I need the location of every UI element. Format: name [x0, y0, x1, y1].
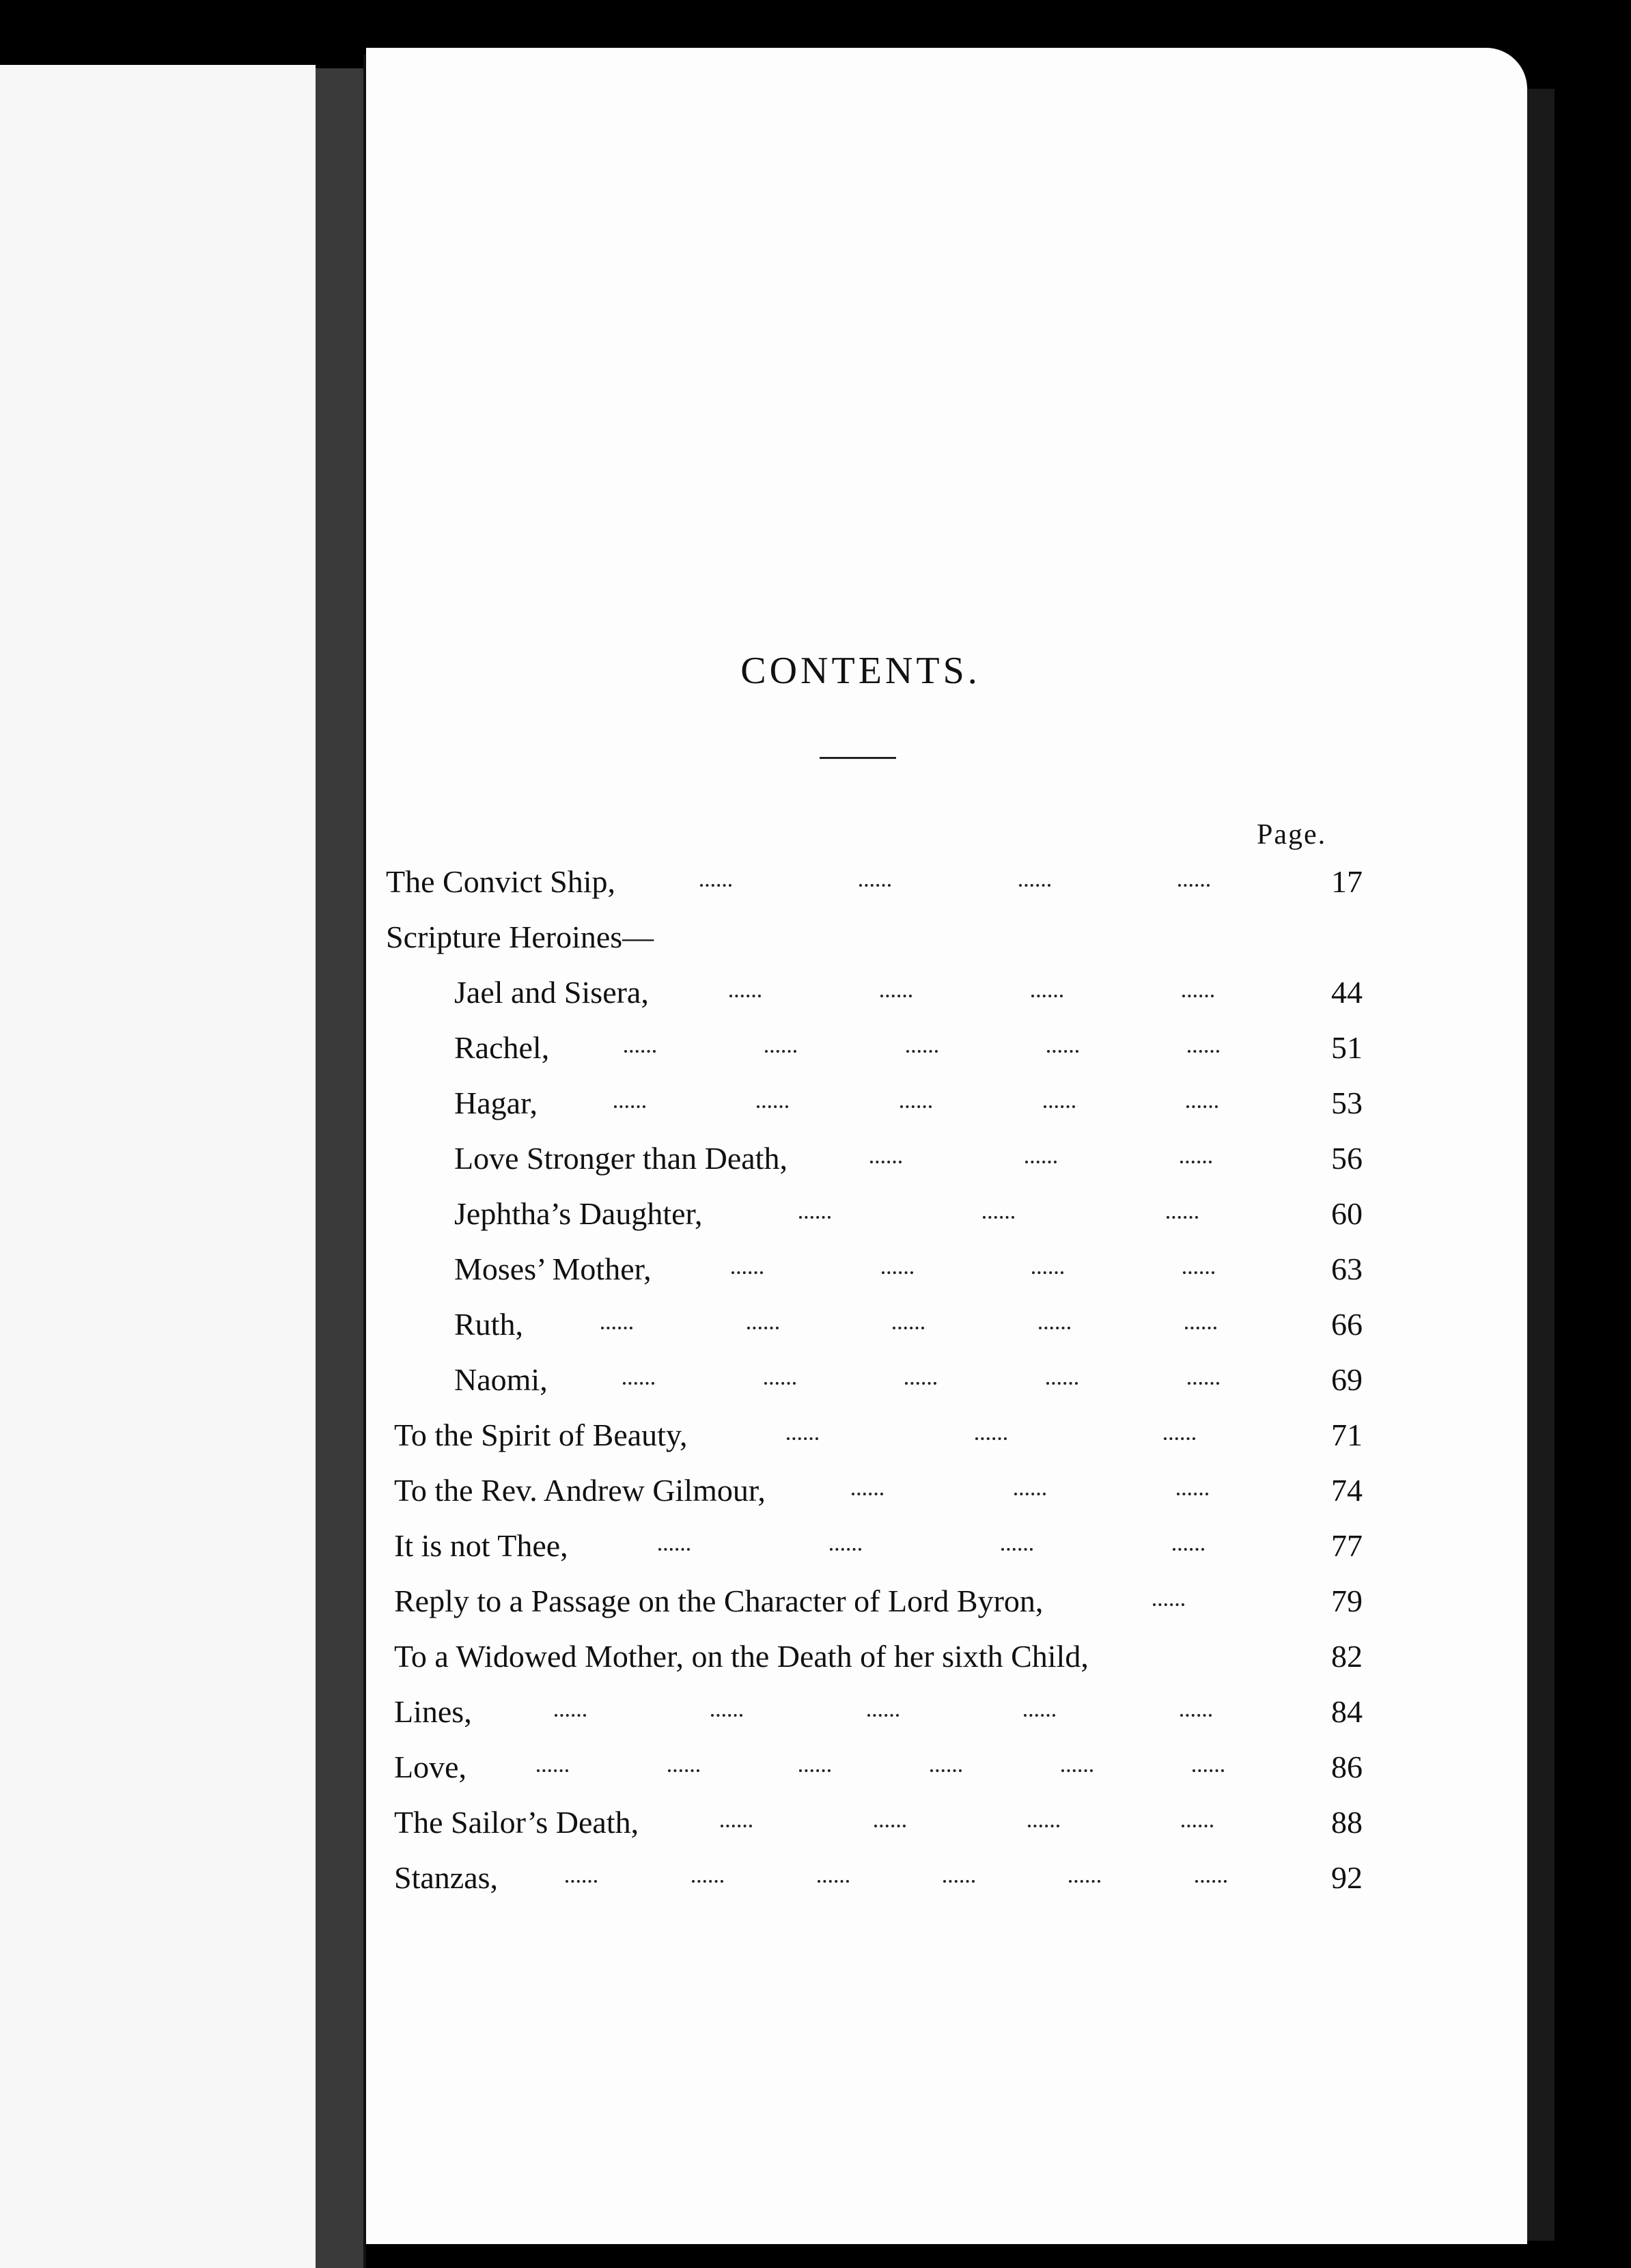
toc-entry-title: Naomi,: [454, 1362, 548, 1397]
toc-entry-title: Jael and Sisera,: [454, 975, 649, 1010]
leader-dots: [808, 1152, 1274, 1165]
toc-entry-title: To the Spirit of Beauty,: [394, 1418, 688, 1452]
toc-entry: [386, 1795, 1363, 1850]
toc-entry-page: 74: [1331, 1473, 1363, 1508]
toc-entry: [386, 1684, 1363, 1739]
toc-entry-page: 56: [1331, 1141, 1363, 1176]
toc-entry-page: 51: [1331, 1030, 1363, 1065]
leader-dots: [589, 1539, 1274, 1553]
leader-dots: [723, 1207, 1274, 1221]
toc-entry-title: Jephtha’s Daughter,: [454, 1196, 703, 1231]
leader-dots: [558, 1096, 1274, 1110]
table-of-contents: [386, 854, 1363, 1905]
leader-dots: [1109, 1650, 1274, 1663]
toc-entry-page: 63: [1331, 1251, 1363, 1286]
toc-entry-title: Love,: [394, 1750, 467, 1784]
toc-entry-page: 71: [1331, 1418, 1363, 1452]
left-facing-page: [0, 65, 316, 2268]
heading-rule: [820, 757, 896, 759]
toc-entry: [386, 1297, 1363, 1352]
toc-entry-title: Scripture Heroines—: [386, 919, 654, 954]
toc-entry: [386, 854, 1363, 909]
toc-entry-title: Moses’ Mother,: [454, 1251, 652, 1286]
leader-dots: [1063, 1594, 1274, 1608]
toc-entry-page: 84: [1331, 1694, 1363, 1729]
toc-entry: [386, 1131, 1363, 1186]
leader-dots: [492, 1705, 1274, 1719]
book-gutter: [316, 68, 363, 2268]
leader-dots: [518, 1871, 1274, 1885]
toc-entry-page: 69: [1331, 1362, 1363, 1397]
toc-entry-page: 92: [1331, 1860, 1363, 1895]
toc-entry-title: Lines,: [394, 1694, 472, 1729]
toc-group-heading: [386, 909, 1363, 965]
toc-entry: [386, 965, 1363, 1020]
toc-entry-title: The Sailor’s Death,: [394, 1805, 639, 1840]
toc-entry: [386, 1020, 1363, 1075]
toc-entry: [386, 1518, 1363, 1573]
leader-dots: [568, 1373, 1274, 1387]
toc-entry-page: 44: [1331, 975, 1363, 1010]
toc-entry-title: To a Widowed Mother, on the Death of her sixth Child,: [394, 1639, 1089, 1674]
toc-entry-page: 66: [1331, 1307, 1363, 1342]
toc-entry-page: 82: [1331, 1639, 1363, 1674]
leader-dots: [669, 986, 1274, 999]
toc-entry: [386, 1241, 1363, 1297]
toc-entry-title: It is not Thee,: [394, 1528, 568, 1563]
toc-entry-page: 86: [1331, 1750, 1363, 1784]
leader-dots: [636, 875, 1274, 889]
toc-entry: [386, 1629, 1363, 1684]
leader-dots: [487, 1760, 1274, 1774]
leader-dots: [708, 1428, 1274, 1442]
leader-dots: [786, 1484, 1274, 1497]
toc-entry-title: Reply to a Passage on the Character of Lord Byron,: [394, 1584, 1044, 1618]
toc-entry-page: 17: [1331, 864, 1363, 899]
leader-dots: [570, 1041, 1274, 1055]
toc-entry-page: 79: [1331, 1584, 1363, 1618]
toc-entry: [386, 1573, 1363, 1629]
toc-entry-page: 53: [1331, 1085, 1363, 1120]
leader-dots: [544, 1318, 1274, 1331]
toc-entry-page: 60: [1331, 1196, 1363, 1231]
toc-entry-title: The Convict Ship,: [386, 864, 616, 899]
leader-dots: [672, 1262, 1274, 1276]
toc-entry-title: Hagar,: [454, 1085, 538, 1120]
toc-entry-title: Rachel,: [454, 1030, 550, 1065]
contents-heading: CONTENTS.: [740, 650, 981, 692]
toc-entry: [386, 1352, 1363, 1407]
toc-entry: [386, 1850, 1363, 1905]
toc-entry: [386, 1739, 1363, 1795]
toc-entry-title: Ruth,: [454, 1307, 523, 1342]
toc-entry-page: 77: [1331, 1528, 1363, 1563]
toc-entry: [386, 1075, 1363, 1131]
toc-entry: [386, 1186, 1363, 1241]
toc-entry-title: Love Stronger than Death,: [454, 1141, 787, 1176]
toc-entry: [386, 1463, 1363, 1518]
toc-entry-title: To the Rev. Andrew Gilmour,: [394, 1473, 766, 1508]
page-column-label: Page.: [1257, 819, 1327, 850]
toc-entry: [386, 1407, 1363, 1463]
page-edge: [1527, 89, 1555, 2241]
leader-dots: [659, 1816, 1274, 1829]
toc-entry-page: 88: [1331, 1805, 1363, 1840]
toc-entry-title: Stanzas,: [394, 1860, 499, 1895]
